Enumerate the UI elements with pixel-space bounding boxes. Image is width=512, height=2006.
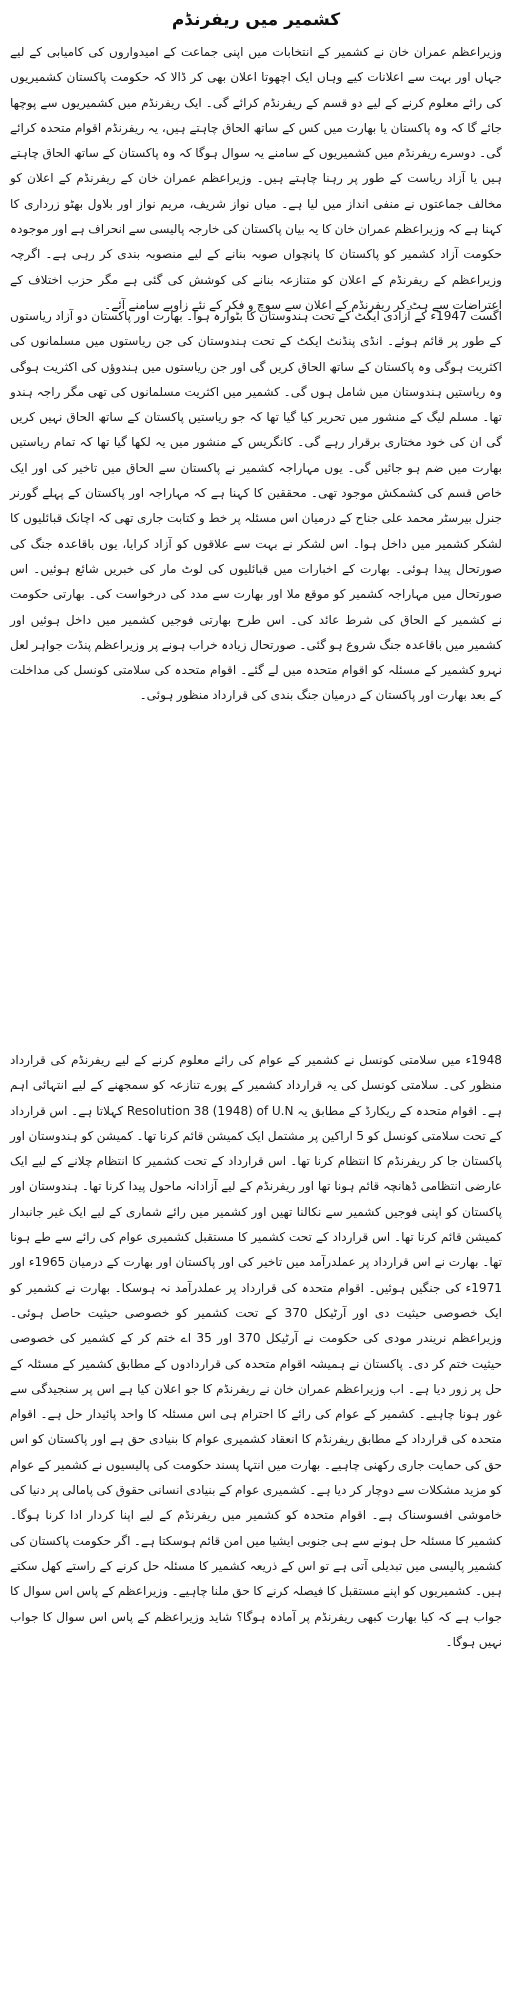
article-paragraph-2: اگست 1947ء کے آزادی ایکٹ کے تحت ہندوستان کا بٹوارہ ہوا۔ بھارت اور پاکستان دو آزاد ریاستوں کے طور پر قائم ہوئے۔ انڈی پنڈنٹ ایکٹ کے تحت ہندوستان کی جن ریاستوں میں مسلمانوں کی اکثریت ہوگی وہ پاکستان کے ساتھ الحاق کریں گی اور جن ریاستوں میں ہندوؤں کی اکثریت ہوگی وہ ریاستیں ہندوستان میں شامل ہوں گی۔ کشمیر میں اکثریت مسلمانوں کی تھی مگر راجہ ہندو تھا۔ مسلم لیگ کے منشور میں تحریر کیا گیا تھا کہ جو ریاستیں پاکستان کے ساتھ الحاق نہیں کریں گی ان کی خود مختاری برقرار رہے گی۔ کانگریس کے منشور میں یہ لکھا گیا تھا کہ تمام ریاستیں بھارت میں ضم ہو جائیں گی۔ یوں مہاراجہ کشمیر نے پاکستان سے الحاق میں تاخیر کی اور ایک خاص قسم کی کشمکش موجود تھی۔ محققین کا کہنا ہے کہ مہاراجہ اور پاکستان کے پہلے گورنر جنرل بیرسٹر محمد علی جناح کے درمیان اس مسئلہ پر خط و کتابت جاری تھی کہ اچانک قبائلیوں کا لشکر کشمیر میں داخل ہوا۔ اس لشکر نے بہت سے علاقوں کو آزاد کرایا، یوں باقاعدہ جنگ کی صورتحال پیدا ہوئی۔ بھارت کے اخبارات میں قبائلیوں کی لوٹ مار کی خبریں شائع ہوئیں۔ اس صورتحال میں مہاراجہ کشمیر کو موقع ملا اور بھارت سے مدد کی درخواست کی۔ بھارتی حکومت نے کشمیر کے الحاق کی شرط عائد کی۔ اس طرح بھارتی فوجیں کشمیر میں داخل ہوئیں اور کشمیر میں باقاعدہ جنگ شروع ہو گئی۔ صورتحال زیادہ خراب ہونے پر وزیراعظم پنڈت جواہر لعل نہرو کشمیر کے مسئلہ کو اقوام متحدہ میں لے گئے۔ اقوام متحدہ کی سلامتی کونسل کی مداخلت کے بعد بھارت اور پاکستان کے درمیان جنگ بندی کی قرارداد منظور ہوئی۔: [10, 309, 502, 703]
newspaper-column: [10, 0, 502, 2006]
article-paragraph-1: وزیراعظم عمران خان نے کشمیر کے انتخابات میں اپنی جماعت کے امیدواروں کی کامیابی کے لیے جہاں اور بہت سے اعلانات کیے وہاں ایک اچھوتا اعلان بھی کر ڈالا کہ حکومت پاکستان کشمیریوں کی رائے معلوم کرنے کے لیے دو قسم کے ریفرنڈم کرائے گی۔ ایک ریفرنڈم میں کشمیریوں سے پوچھا جائے گا کہ وہ پاکستان یا بھارت میں کس کے ساتھ الحاق چاہتے ہیں، یہ ریفرنڈم اقوام متحدہ کرائے گی۔ دوسرے ریفرنڈم میں کشمیریوں کے سامنے یہ سوال ہوگا کہ وہ پاکستان کے ساتھ الحاق چاہتے ہیں یا آزاد ریاست کے طور پر رہنا چاہتے ہیں۔ وزیراعظم عمران خان کے ریفرنڈم کے اعلان کو مخالف جماعتوں نے منفی انداز میں لیا ہے۔ میاں نواز شریف، مریم نواز اور بلاول بھٹو زرداری کا کہنا ہے کہ وزیراعظم عمران خان کا یہ بیان پاکستان کی خارجہ پالیسی سے انحراف ہے اور موجودہ حکومت آزاد کشمیر کو پاکستان کا پانچواں صوبہ بنانے کے لیے منصوبہ بندی کر رہی ہے۔ اگرچہ وزیراعظم کے ریفرنڈم کے اعلان کو متنازعہ بنانے کی کوشش کی گئی ہے مگر حزب اختلاف کے اعتراضات سے ہٹ کر ریفرنڈم کے اعلان سے سوچ و فکر کے نئے زاویے سامنے آئے۔: [10, 45, 502, 312]
article-headline: کشمیر میں ریفرنڈم: [171, 10, 341, 30]
article-paragraph-3: 1948ء میں سلامتی کونسل نے کشمیر کے عوام کی رائے معلوم کرنے کے لیے ریفرنڈم کی قرارداد منظور کی۔ سلامتی کونسل کی یہ قرارداد کشمیر کے پورے تنازعہ کو سمجھنے کے لیے انتہائی اہم ہے۔ اقوام متحدہ کے ریکارڈ کے مطابق یہ Resolution 38 (1948) of U.N کہلاتا ہے۔ اس قرارداد کے تحت سلامتی کونسل کو 5 اراکین پر مشتمل ایک کمیشن قائم کرنا تھا۔ کمیشن کو ہندوستان اور پاکستان جا کر ریفرنڈم کا انتظام کرنا تھا۔ اس قرارداد کے تحت کشمیر کا انتظام چلانے کے لیے ایک عارضی انتظامی ڈھانچہ قائم ہونا تھا اور ریفرنڈم کے لیے آزادانہ ماحول پیدا کرنا تھا۔ ہندوستان اور پاکستان کو اپنی فوجیں کشمیر سے نکالنا تھیں اور کشمیر میں رائے شماری کے لیے ایک غیر جانبدار کمیشن قائم کرنا تھا۔ اس قرارداد کے تحت کشمیر کا مستقبل کشمیری عوام کی رائے سے طے ہونا تھا۔ بھارت نے اس قرارداد پر عملدرآمد میں تاخیر کی اور پاکستان اور بھارت کے درمیان 1965ء اور 1971ء کی جنگیں ہوئیں۔ اقوام متحدہ کی قرارداد پر عملدرآمد نہ ہوسکا۔ بھارت نے کشمیر کو ایک خصوصی حیثیت دی اور آرٹیکل 370 کے تحت کشمیر کو خصوصی حیثیت حاصل ہوئی۔ وزیراعظم نریندر مودی کی حکومت نے آرٹیکل 370 اور 35 اے ختم کر کے کشمیر کی خصوصی حیثیت ختم کر دی۔ پاکستان نے ہمیشہ اقوام متحدہ کی قراردادوں کے مطابق کشمیر کے مسئلہ کے حل پر زور دیا ہے۔ اب وزیراعظم عمران خان نے ریفرنڈم کا جو اعلان کیا ہے اس پر سنجیدگی سے غور ہونا چاہیے۔ کشمیر کے عوام کی رائے کا احترام ہی اس مسئلہ کا واحد پائیدار حل ہے۔ اقوام متحدہ کی قرارداد کے مطابق ریفرنڈم کا انعقاد کشمیری عوام کا بنیادی حق ہے اور پاکستان کو اس حق کی حمایت جاری رکھنی چاہیے۔ بھارت میں انتہا پسند حکومت کی پالیسیوں نے کشمیر کے عوام کو مزید مشکلات سے دوچار کر دیا ہے۔ کشمیری عوام کے بنیادی انسانی حقوق کی پامالی پر دنیا کی خاموشی افسوسناک ہے۔ اقوام متحدہ کو کشمیر میں ریفرنڈم کے لیے اپنا کردار ادا کرنا ہوگا۔ کشمیر کا مسئلہ حل ہونے سے ہی جنوبی ایشیا میں امن قائم ہوسکتا ہے۔ اگر حکومت پاکستان کی کشمیر پالیسی میں تبدیلی آتی ہے تو اس کے ذریعہ کشمیر کا مسئلہ حل کرنے کے راستے کھل سکتے ہیں۔ کشمیریوں کو اپنے مستقبل کا فیصلہ کرنے کا حق ملنا چاہیے۔ وزیراعظم کے پاس اس سوال کا جواب ہے کہ کیا بھارت کبھی ریفرنڈم پر آمادہ ہوگا؟ شاید وزیراعظم کے پاس اس سوال کا جواب نہیں ہوگا۔: [10, 1053, 503, 1649]
